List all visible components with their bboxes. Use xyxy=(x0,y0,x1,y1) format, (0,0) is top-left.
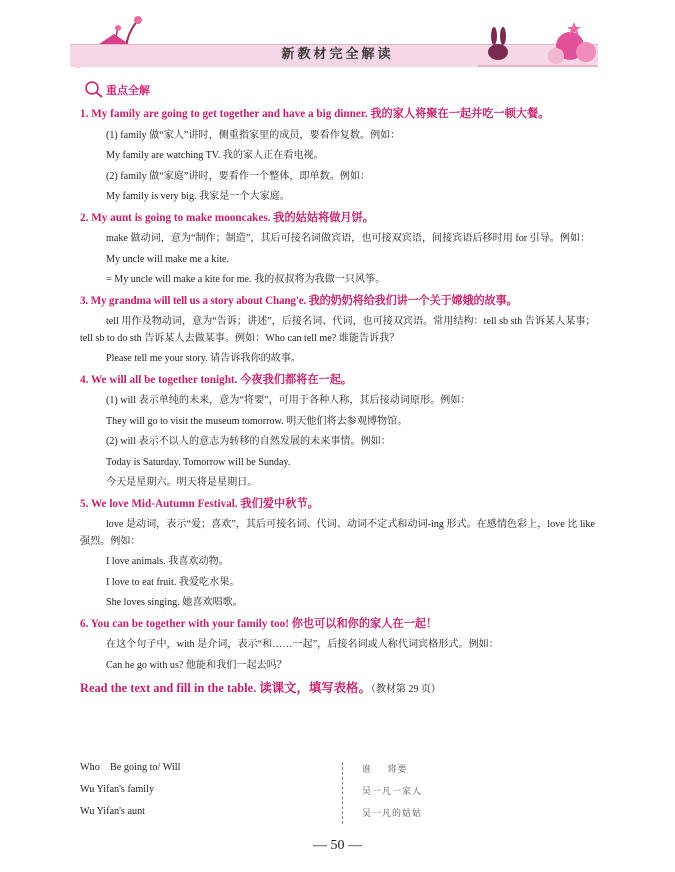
example: Please tell me your story. 请告诉我你的故事。 xyxy=(106,353,302,364)
table-row xyxy=(80,784,600,802)
table-cell-right: 吴一凡一家人 xyxy=(362,787,423,797)
page-number: — 50 — xyxy=(313,838,362,853)
paragraph: 在这个句子中，with 是介词，表示“和……一起”，后接名词或人称代词宾格形式。例如： xyxy=(106,639,499,650)
page-header-title: 新教材完全解读 xyxy=(281,47,394,62)
item-1 xyxy=(80,106,600,206)
paragraph: tell 用作及物动词，意为“告诉；讲述”，后接名词、代词，也可接双宾语。常用结构：tell sb sth 告诉某人某事；tell sb to do sth 告诉某人去做某事。例如：Who can tell me? 谁能告诉我？ xyxy=(80,316,596,344)
task-text: Read the text and fill in the table. 读课文，填写表格。 xyxy=(80,681,371,695)
paragraph: (1) will 表示单纯的未来，意为“将要”，可用于各种人称，其后接动词原形。例如： xyxy=(106,395,471,406)
example: 今天是星期六。明天将是星期日。 xyxy=(106,477,258,488)
table-cell-left: Wu Yifan's aunt xyxy=(80,806,145,817)
example: My family is very big. 我家是一个大家庭。 xyxy=(106,191,290,202)
item-heading: 1. My family are going to get together and have a big dinner. 我的家人将聚在一起并吃一顿大餐。 xyxy=(80,108,550,120)
item-4 xyxy=(80,372,600,492)
example: They will go to visit the museum tomorrow. 明天他们将去参观博物馆。 xyxy=(106,415,408,427)
paragraph: (1) family 做“家人”讲时，侧重指家里的成员，要看作复数。例如： xyxy=(106,129,401,141)
table-row xyxy=(80,762,600,780)
example: She loves singing. 她喜欢唱歌。 xyxy=(106,597,243,608)
content xyxy=(80,106,600,702)
item-heading: 3. My grandma will tell us a story about Chang'e. 我的奶奶将给我们讲一个关于嫦娥的故事。 xyxy=(80,294,518,307)
bunny-flower-decoration-icon xyxy=(478,12,598,72)
example: I love animals. 我喜欢动物。 xyxy=(106,556,229,567)
paragraph: make 做动词，意为“制作；制造”，其后可接名词做宾语，也可接双宾语，间接宾语后移时用 for 引导。例如： xyxy=(106,233,591,244)
item-6 xyxy=(80,616,600,675)
item-2 xyxy=(80,210,600,289)
table-cell-right: 谁 将要 xyxy=(362,765,408,775)
item-heading: 4. We will all be together tonight. 今夜我们都将在一起。 xyxy=(80,373,353,386)
textbook-page-ref: （教材第 29 页） xyxy=(370,684,441,695)
item-5 xyxy=(80,496,600,612)
table-row xyxy=(80,806,600,824)
paragraph: (2) family 做“家庭”讲时，要看作一个整体，即单数。例如： xyxy=(106,170,371,182)
table-cell-right: 吴一凡的姑姑 xyxy=(362,809,423,819)
example: I love to eat fruit. 我爱吃水果。 xyxy=(106,576,240,588)
table-divider xyxy=(342,762,343,824)
paragraph: (2) will 表示不以人的意志为转移的自然发展的未来事情。例如： xyxy=(106,436,391,447)
magnifier-icon xyxy=(84,80,104,98)
item-3 xyxy=(80,293,600,368)
example: Can he go with us? 他能和我们一起去吗？ xyxy=(106,659,287,671)
paragraph: love 是动词，表示“爱；喜欢”，其后可接名词、代词、动词不定式和动词-ing 形式。在感情色彩上，love 比 like 强烈。例如： xyxy=(80,519,595,547)
example: My uncle will make me a kite. xyxy=(106,253,230,265)
example: My family are watching TV. 我的家人正在看电视。 xyxy=(106,150,324,161)
example: = My uncle will make a kite for me. 我的叔叔将为我做一只风筝。 xyxy=(106,274,386,285)
example: Today is Saturday. Tomorrow will be Sunday. xyxy=(106,456,291,468)
page-header xyxy=(0,0,675,74)
table-cell-left: Wu Yifan's family xyxy=(80,784,155,795)
task-heading xyxy=(80,678,600,696)
section-title: 重点全解 xyxy=(106,84,150,97)
item-heading: 6. You can be together with your family too! 你也可以和你的家人在一起！ xyxy=(80,617,438,630)
table-cell-left: Who Be going to/ Will xyxy=(80,762,181,773)
item-heading: 5. We love Mid-Autumn Festival. 我们爱中秋节。 xyxy=(80,497,319,510)
item-heading: 2. My aunt is going to make mooncakes. 我的姑姑将做月饼。 xyxy=(80,211,374,224)
